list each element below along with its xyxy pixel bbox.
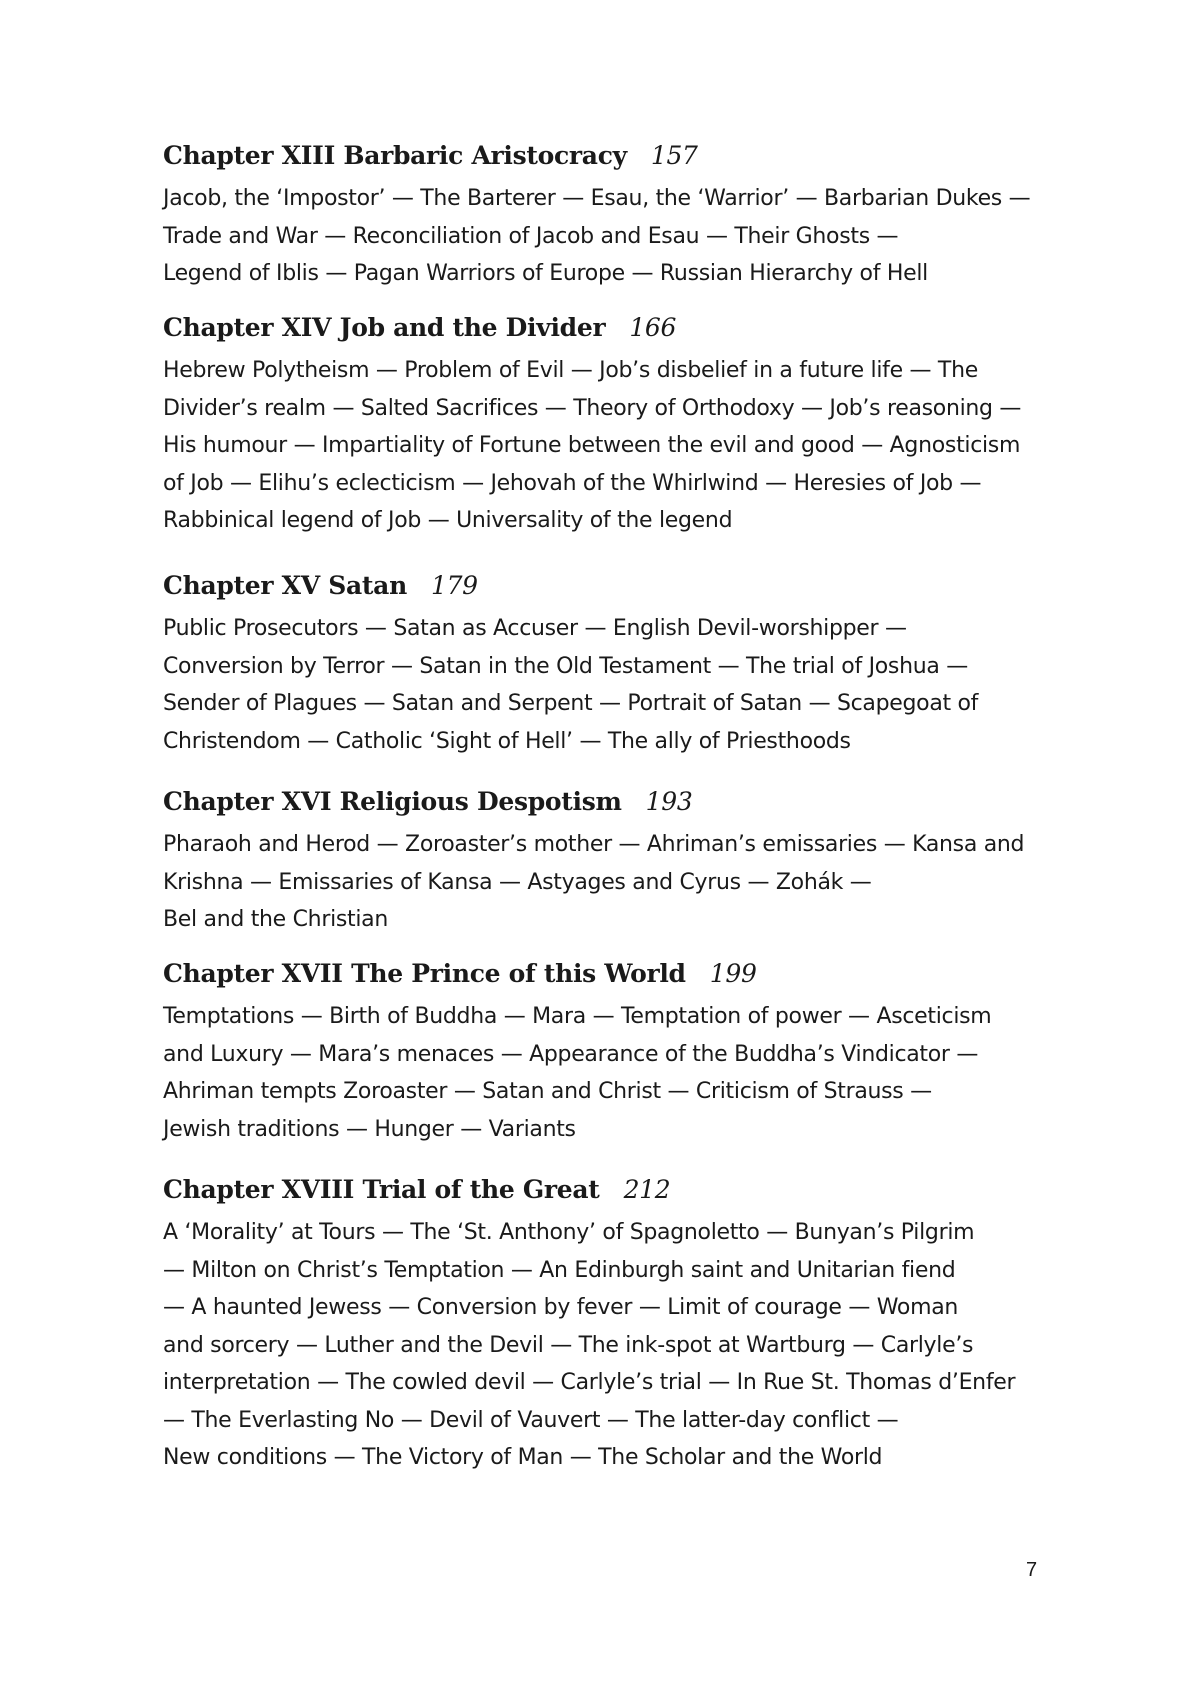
chapter-heading bbox=[163, 957, 1063, 991]
summary-line: Jacob, the ‘Impostor’ — The Barterer — Esau, the ‘Warrior’ — Barbarian Dukes — bbox=[163, 186, 1031, 211]
summary-line: A ‘Morality’ at Tours — The ‘St. Anthony’ of Spagnoletto — Bunyan’s Pilgrim bbox=[163, 1220, 975, 1245]
summary-line: Ahriman tempts Zoroaster — Satan and Christ — Criticism of Strauss — bbox=[163, 1079, 932, 1104]
chapter-page-number: 166 bbox=[629, 313, 677, 342]
chapter-heading bbox=[163, 785, 1063, 819]
chapter-title: Chapter XVIII Trial of the Great bbox=[163, 1175, 600, 1204]
chapter-xvii-entry bbox=[163, 957, 1063, 1148]
summary-line: Pharaoh and Herod — Zoroaster’s mother — Ahriman’s emissaries — Kansa and bbox=[163, 832, 1025, 857]
chapter-xiv-entry bbox=[163, 311, 1063, 540]
chapter-heading bbox=[163, 1173, 1063, 1207]
chapter-heading bbox=[163, 569, 1063, 603]
chapter-title: Chapter XIV Job and the Divider bbox=[163, 313, 606, 342]
summary-line: — The Everlasting No — Devil of Vauvert — The latter-day conflict — bbox=[163, 1407, 899, 1433]
chapter-xviii-entry bbox=[163, 1173, 1063, 1477]
summary-line: Public Prosecutors — Satan as Accuser — English Devil-worshipper — bbox=[163, 616, 907, 641]
chapter-xv-entry bbox=[163, 569, 1063, 760]
summary-line: Jewish traditions — Hunger — Variants bbox=[163, 1116, 576, 1142]
summary-line: of Job — Elihu’s eclecticism — Jehovah of the Whirlwind — Heresies of Job — bbox=[163, 470, 982, 496]
summary-line: Sender of Plagues — Satan and Serpent — Portrait of Satan — Scapegoat of bbox=[163, 691, 979, 716]
summary-line: His humour — Impartiality of Fortune between the evil and good — Agnosticism bbox=[163, 433, 1021, 458]
summary-line: Trade and War — Reconciliation of Jacob and Esau — Their Ghosts — bbox=[163, 223, 899, 249]
chapter-summary bbox=[163, 180, 1063, 293]
chapter-page-number: 212 bbox=[623, 1175, 671, 1204]
chapter-xvi-entry bbox=[163, 785, 1063, 939]
chapter-heading bbox=[163, 139, 1063, 173]
chapter-heading bbox=[163, 311, 1063, 345]
summary-line: Hebrew Polytheism — Problem of Evil — Job’s disbelief in a future life — The bbox=[163, 358, 978, 383]
chapter-summary bbox=[163, 826, 1063, 939]
summary-line: Rabbinical legend of Job — Universality of the legend bbox=[163, 508, 733, 533]
chapter-title: Chapter XVI Religious Despotism bbox=[163, 787, 622, 816]
summary-line: and Luxury — Mara’s menaces — Appearance of the Buddha’s Vindicator — bbox=[163, 1041, 979, 1067]
summary-line: Legend of Iblis — Pagan Warriors of Europe — Russian Hierarchy of Hell bbox=[163, 261, 928, 286]
chapter-summary bbox=[163, 1214, 1063, 1477]
summary-line: Krishna — Emissaries of Kansa — Astyages and Cyrus — Zohák — bbox=[163, 869, 872, 895]
chapter-title: Chapter XVII The Prince of this World bbox=[163, 959, 686, 988]
chapter-title: Chapter XIII Barbaric Aristocracy bbox=[163, 141, 627, 170]
summary-line: interpretation — The cowled devil — Carlyle’s trial — In Rue St. Thomas d’Enfer bbox=[163, 1370, 1016, 1395]
summary-line: — Milton on Christ’s Temptation — An Edinburgh saint and Unitarian fiend bbox=[163, 1257, 956, 1283]
summary-line: — A haunted Jewess — Conversion by fever — Limit of courage — Woman bbox=[163, 1295, 959, 1320]
chapter-summary bbox=[163, 610, 1063, 760]
page-number: 7 bbox=[1026, 1559, 1038, 1581]
summary-line: New conditions — The Victory of Man — The Scholar and the World bbox=[163, 1445, 883, 1470]
chapter-title: Chapter XV Satan bbox=[163, 571, 407, 600]
summary-line: Bel and the Christian bbox=[163, 907, 389, 932]
summary-line: and sorcery — Luther and the Devil — The ink-spot at Wartburg — Carlyle’s bbox=[163, 1332, 974, 1358]
chapter-page-number: 179 bbox=[430, 571, 478, 600]
summary-line: Divider’s realm — Salted Sacrifices — Theory of Orthodoxy — Job’s reasoning — bbox=[163, 395, 1022, 421]
chapter-page-number: 199 bbox=[709, 959, 757, 988]
chapter-summary bbox=[163, 352, 1063, 540]
summary-line: Christendom — Catholic ‘Sight of Hell’ — The ally of Priesthoods bbox=[163, 728, 851, 754]
chapter-page-number: 157 bbox=[650, 141, 698, 170]
chapter-summary bbox=[163, 998, 1063, 1148]
chapter-page-number: 193 bbox=[645, 787, 693, 816]
summary-line: Temptations — Birth of Buddha — Mara — Temptation of power — Asceticism bbox=[163, 1004, 992, 1029]
chapter-xiii-entry bbox=[163, 139, 1063, 293]
summary-line: Conversion by Terror — Satan in the Old Testament — The trial of Joshua — bbox=[163, 653, 968, 679]
